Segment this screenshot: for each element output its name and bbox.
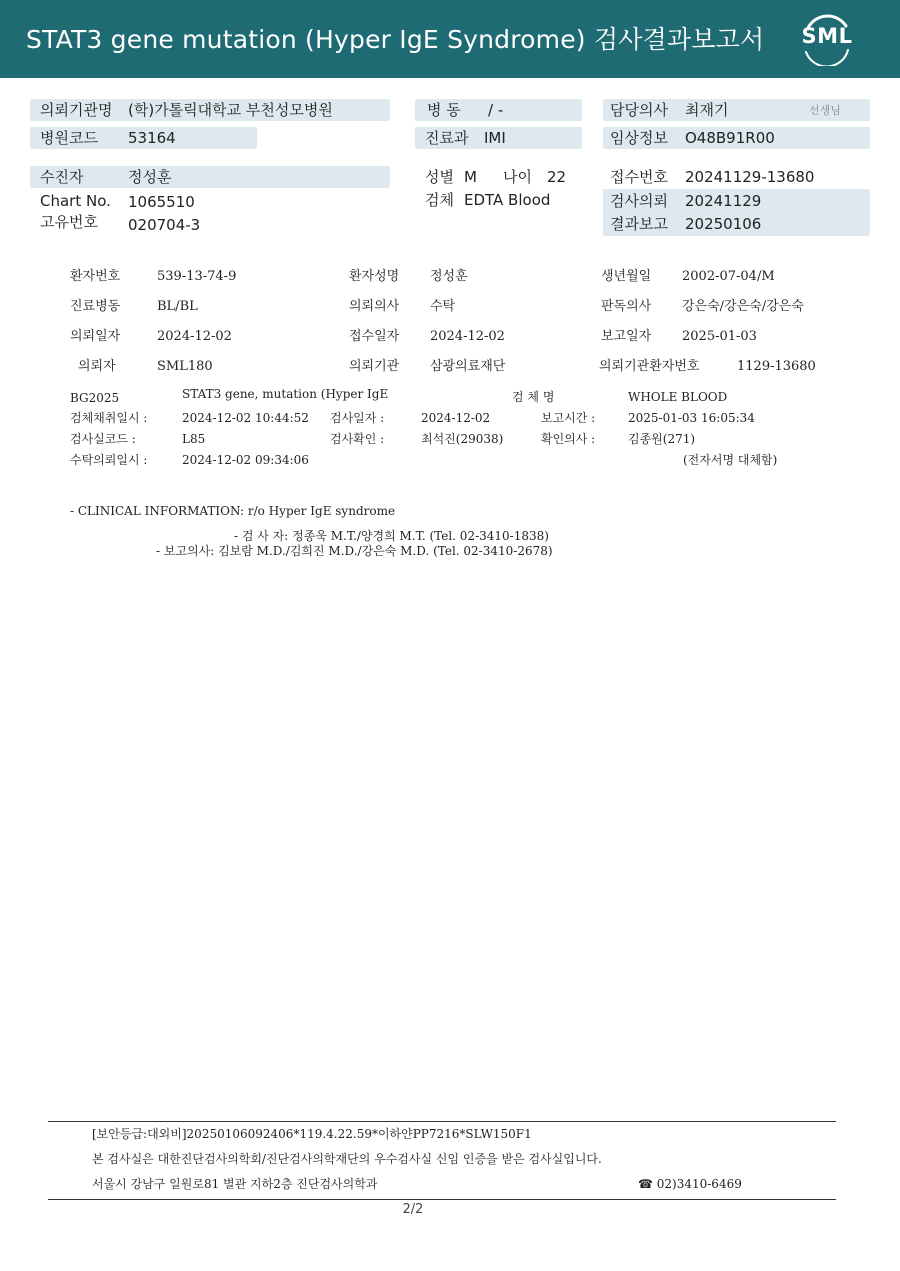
unique-value: 020704-3	[128, 216, 201, 234]
ward-report-label: 진료병동	[70, 299, 121, 314]
lab-code-value: L85	[182, 432, 206, 446]
patient-no-label: 환자번호	[70, 269, 121, 284]
outsource-value: 2024-12-02 09:34:06	[182, 453, 309, 467]
outsource-label: 수탁의뢰일시 :	[70, 453, 148, 467]
patient-name-value: 정성훈	[430, 269, 468, 284]
doctor-suffix: 선생님	[809, 104, 841, 117]
reporters-line: - 보고의사: 김보람 M.D./김희진 M.D./강은숙 M.D. (Tel. 02-3410-2678)	[156, 544, 553, 558]
request-date-value: 2024-12-02	[157, 329, 232, 344]
requester-value: SML180	[157, 359, 213, 374]
receipt-value: 20241129-13680	[685, 168, 815, 186]
report-value: 20250106	[685, 215, 762, 233]
doctor-label: 담당의사	[610, 101, 668, 119]
reading-doctor-value: 강은숙/강은숙/강은숙	[682, 299, 804, 314]
requester-label: 의뢰자	[78, 359, 116, 374]
sex-label: 성별	[425, 168, 454, 186]
e-signature-note: (전자서명 대체함)	[683, 453, 778, 467]
ward-report-value: BL/BL	[157, 299, 198, 314]
dept-label: 진료과	[425, 129, 469, 147]
receipt-date-value: 2024-12-02	[430, 329, 505, 344]
clinical-value: O48B91R00	[685, 129, 775, 147]
patient-name-label: 환자성명	[349, 269, 400, 284]
receipt-label: 접수번호	[610, 168, 668, 186]
specimen-value: EDTA Blood	[464, 191, 551, 209]
requesting-org-value: 삼광의료재단	[430, 359, 506, 374]
test-confirm-label: 검사확인 :	[330, 432, 385, 446]
test-confirm-value: 최석진(29038)	[421, 432, 504, 446]
patient-band	[30, 166, 390, 188]
specimen-name-label: 검 체 명	[512, 390, 555, 404]
patient-value: 정성훈	[128, 168, 172, 186]
report-label: 결과보고	[610, 215, 668, 233]
requesting-doctor-label: 의뢰의사	[349, 299, 400, 314]
org-patient-no-value: 1129-13680	[737, 359, 816, 374]
footer-bottom-rule	[48, 1199, 836, 1200]
patient-no-value: 539-13-74-9	[157, 269, 237, 284]
report-time-value: 2025-01-03 16:05:34	[628, 411, 755, 425]
report-header	[0, 0, 900, 78]
requesting-doctor-value: 수탁	[430, 299, 456, 314]
age-value: 22	[547, 168, 567, 186]
report-time-label: 보고시간 :	[541, 411, 596, 425]
test-date-value: 2024-12-02	[421, 411, 491, 425]
birth-date-label: 생년월일	[601, 269, 652, 284]
lab-code-label: 검사실코드 :	[70, 432, 136, 446]
sex-value: M	[464, 168, 477, 186]
institution-label: 의뢰기관명	[40, 101, 113, 119]
collection-value: 2024-12-02 10:44:52	[182, 411, 309, 425]
age-label: 나이	[503, 168, 532, 186]
phone-line: ☎ 02)3410-6469	[638, 1177, 742, 1191]
clinical-information: - CLINICAL INFORMATION: r/o Hyper IgE syndrome	[70, 504, 396, 518]
doctor-value: 최재기	[685, 101, 729, 119]
address-line: 서울시 강남구 일원로81 별관 지하2층 진단검사의학과	[92, 1177, 378, 1191]
institution-value: (학)가톨릭대학교 부천성모병원	[128, 101, 333, 119]
dept-value: IMI	[484, 129, 506, 147]
receipt-date-label: 접수일자	[349, 329, 400, 344]
org-patient-no-label: 의뢰기관환자번호	[599, 359, 700, 374]
request-date-label: 의뢰일자	[70, 329, 121, 344]
logo-text: SML	[801, 24, 853, 48]
verifier-value: 김종원(271)	[628, 432, 696, 446]
ward-value: / -	[488, 101, 504, 119]
birth-date-value: 2002-07-04/M	[682, 269, 775, 284]
requesting-org-label: 의뢰기관	[349, 359, 400, 374]
hospital-code-value: 53164	[128, 129, 176, 147]
test-name: STAT3 gene, mutation (Hyper IgE	[182, 387, 389, 401]
report-date-value: 2025-01-03	[682, 329, 757, 344]
request-value: 20241129	[685, 192, 762, 210]
testers-line: - 검 사 자: 정종욱 M.T./양경희 M.T. (Tel. 02-3410-1838)	[234, 529, 549, 543]
test-date-label: 검사일자 :	[330, 411, 385, 425]
specimen-name-value: WHOLE BLOOD	[628, 390, 728, 404]
certification-line: 본 검사실은 대한진단검사의학회/진단검사의학재단의 우수검사실 신임 인증을 받은 검사실입니다.	[92, 1152, 602, 1166]
security-line: [보안등급:대외비]20250106092406*119.4.22.59*이하얀PP7216*SLW150F1	[92, 1127, 532, 1141]
verifier-label: 확인의사 :	[541, 432, 596, 446]
unique-label: 고유번호	[40, 213, 98, 231]
patient-label: 수진자	[40, 168, 84, 186]
sml-logo	[798, 12, 856, 66]
specimen-label: 검체	[425, 191, 454, 209]
clinical-label: 임상정보	[610, 129, 668, 147]
reading-doctor-label: 판독의사	[601, 299, 652, 314]
report-title: STAT3 gene mutation (Hyper IgE Syndrome) 검사결과보고서	[26, 25, 765, 54]
ward-label: 병 동	[427, 101, 461, 119]
page-number: 2/2	[402, 1202, 424, 1217]
test-code: BG2025	[70, 391, 120, 405]
request-label: 검사의뢰	[610, 192, 668, 210]
chart-value: 1065510	[128, 193, 195, 211]
footer-top-rule	[48, 1121, 836, 1122]
chart-label: Chart No.	[40, 192, 111, 210]
hospital-code-label: 병원코드	[40, 129, 98, 147]
report-date-label: 보고일자	[601, 329, 652, 344]
collection-label: 검체채취일시 :	[70, 411, 148, 425]
